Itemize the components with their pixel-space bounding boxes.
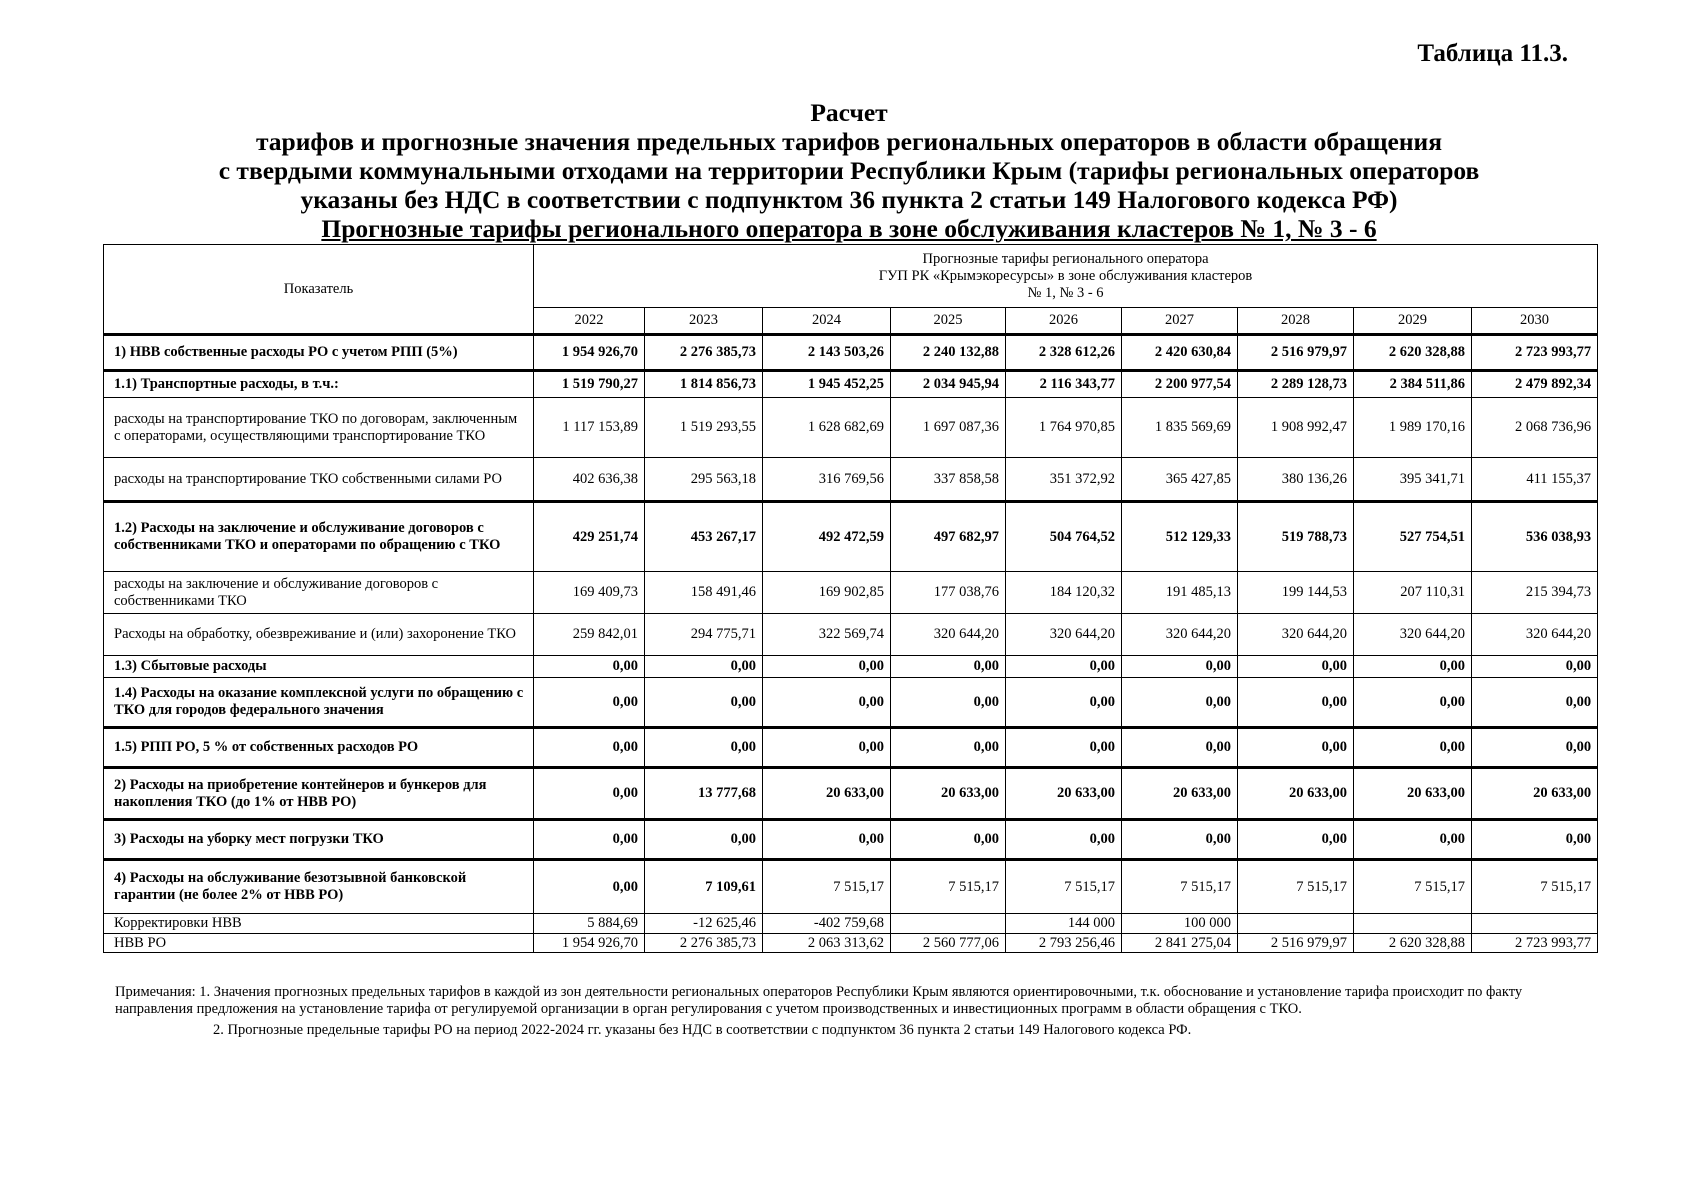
year-header: 2029	[1354, 308, 1472, 335]
document-title	[100, 98, 1598, 243]
year-header: 2022	[534, 308, 645, 335]
value-cell: 144 000	[1006, 914, 1122, 934]
value-cell: 13 777,68	[645, 768, 763, 820]
value-cell: 0,00	[891, 728, 1006, 768]
value-cell: 20 633,00	[763, 768, 891, 820]
value-cell: 7 515,17	[1472, 860, 1598, 914]
title-line: Прогнозные тарифы регионального оператора в зоне обслуживания кластеров № 1, № 3 - 6	[321, 214, 1377, 243]
table-row	[104, 502, 1598, 572]
table-row	[104, 398, 1598, 458]
value-cell: 0,00	[763, 656, 891, 678]
value-cell: 320 644,20	[1472, 614, 1598, 656]
value-cell: 2 560 777,06	[891, 934, 1006, 953]
value-cell: 0,00	[645, 656, 763, 678]
value-cell: 0,00	[1354, 820, 1472, 860]
value-cell: 0,00	[534, 728, 645, 768]
value-cell: -12 625,46	[645, 914, 763, 934]
value-cell: 1 989 170,16	[1354, 398, 1472, 458]
value-cell: 320 644,20	[1354, 614, 1472, 656]
row-label: 3) Расходы на уборку мест погрузки ТКО	[104, 820, 534, 860]
value-cell: 177 038,76	[891, 572, 1006, 614]
value-cell: 0,00	[1472, 820, 1598, 860]
value-cell: 0,00	[1354, 656, 1472, 678]
value-cell: 2 516 979,97	[1238, 335, 1354, 371]
value-cell: 365 427,85	[1122, 458, 1238, 502]
value-cell: 0,00	[1238, 728, 1354, 768]
value-cell: 316 769,56	[763, 458, 891, 502]
table-row	[104, 728, 1598, 768]
header-group	[534, 245, 1598, 308]
value-cell: 1 945 452,25	[763, 371, 891, 398]
value-cell: 2 420 630,84	[1122, 335, 1238, 371]
value-cell: 1 814 856,73	[645, 371, 763, 398]
value-cell	[1238, 914, 1354, 934]
value-cell: 380 136,26	[1238, 458, 1354, 502]
value-cell: 1 628 682,69	[763, 398, 891, 458]
value-cell: 2 479 892,34	[1472, 371, 1598, 398]
value-cell: 1 764 970,85	[1006, 398, 1122, 458]
row-label: 2) Расходы на приобретение контейнеров и бункеров для накопления ТКО (до 1% от НВВ РО)	[104, 768, 534, 820]
value-cell: 2 841 275,04	[1122, 934, 1238, 953]
title-line: Расчет	[810, 98, 888, 127]
value-cell: 2 620 328,88	[1354, 335, 1472, 371]
table-row	[104, 371, 1598, 398]
value-cell: 2 723 993,77	[1472, 934, 1598, 953]
value-cell: 0,00	[1006, 728, 1122, 768]
value-cell: 2 516 979,97	[1238, 934, 1354, 953]
value-cell: 0,00	[891, 820, 1006, 860]
value-cell: 2 384 511,86	[1354, 371, 1472, 398]
value-cell: 0,00	[1354, 678, 1472, 728]
value-cell: 320 644,20	[1238, 614, 1354, 656]
row-label: расходы на транспортирование ТКО по договорам, заключенным с операторами, осуществляющими транспортирование ТКО	[104, 398, 534, 458]
value-cell: 2 116 343,77	[1006, 371, 1122, 398]
value-cell: 184 120,32	[1006, 572, 1122, 614]
value-cell: 527 754,51	[1354, 502, 1472, 572]
year-header: 2024	[763, 308, 891, 335]
row-label: НВВ РО	[104, 934, 534, 953]
value-cell: 0,00	[645, 728, 763, 768]
value-cell: 7 515,17	[1354, 860, 1472, 914]
value-cell: 0,00	[534, 820, 645, 860]
header-group-line: № 1, № 3 - 6	[1027, 284, 1104, 301]
table-row	[104, 458, 1598, 502]
row-label: Расходы на обработку, обезвреживание и (или) захоронение ТКО	[104, 614, 534, 656]
value-cell: 504 764,52	[1006, 502, 1122, 572]
value-cell: 199 144,53	[1238, 572, 1354, 614]
note-2: 2. Прогнозные предельные тарифы РО на период 2022-2024 гг. указаны без НДС в соответствии с подпунктом 36 пункта 2 статьи 149 Налогового кодекса РФ.	[213, 1022, 1192, 1038]
value-cell: 2 034 945,94	[891, 371, 1006, 398]
value-cell: 0,00	[645, 820, 763, 860]
header-group-line: ГУП РК «Крымэкоресурсы» в зоне обслуживания кластеров	[878, 267, 1253, 284]
value-cell: 1 954 926,70	[534, 934, 645, 953]
value-cell: 320 644,20	[1006, 614, 1122, 656]
value-cell: 2 143 503,26	[763, 335, 891, 371]
value-cell: 1 519 790,27	[534, 371, 645, 398]
value-cell: 1 954 926,70	[534, 335, 645, 371]
table-row	[104, 614, 1598, 656]
table-row	[104, 934, 1598, 953]
year-header: 2025	[891, 308, 1006, 335]
value-cell: 191 485,13	[1122, 572, 1238, 614]
value-cell: 0,00	[763, 678, 891, 728]
value-cell: 429 251,74	[534, 502, 645, 572]
row-label: 1.5) РПП РО, 5 % от собственных расходов РО	[104, 728, 534, 768]
value-cell: 294 775,71	[645, 614, 763, 656]
value-cell: 100 000	[1122, 914, 1238, 934]
value-cell: 320 644,20	[1122, 614, 1238, 656]
value-cell: 7 109,61	[645, 860, 763, 914]
value-cell: 1 908 992,47	[1238, 398, 1354, 458]
row-label: 4) Расходы на обслуживание безотзывной банковской гарантии (не более 2% от НВВ РО)	[104, 860, 534, 914]
value-cell: 453 267,17	[645, 502, 763, 572]
value-cell: 20 633,00	[1472, 768, 1598, 820]
value-cell: 1 835 569,69	[1122, 398, 1238, 458]
value-cell: 0,00	[1472, 678, 1598, 728]
value-cell: 2 328 612,26	[1006, 335, 1122, 371]
value-cell	[1354, 914, 1472, 934]
value-cell: 0,00	[1122, 678, 1238, 728]
table-row	[104, 678, 1598, 728]
row-label: 1.3) Сбытовые расходы	[104, 656, 534, 678]
table-row	[104, 656, 1598, 678]
year-header: 2026	[1006, 308, 1122, 335]
value-cell: 20 633,00	[891, 768, 1006, 820]
value-cell: 0,00	[1238, 820, 1354, 860]
value-cell: 5 884,69	[534, 914, 645, 934]
value-cell: 7 515,17	[763, 860, 891, 914]
value-cell: 20 633,00	[1354, 768, 1472, 820]
table-row	[104, 914, 1598, 934]
title-line: с твердыми коммунальными отходами на территории Республики Крым (тарифы региональных операторов	[218, 156, 1480, 185]
value-cell: 207 110,31	[1354, 572, 1472, 614]
value-cell: 320 644,20	[891, 614, 1006, 656]
header-row	[104, 245, 1598, 308]
year-header: 2030	[1472, 308, 1598, 335]
table-row	[104, 860, 1598, 914]
value-cell: 0,00	[534, 768, 645, 820]
value-cell: 20 633,00	[1122, 768, 1238, 820]
value-cell	[891, 914, 1006, 934]
value-cell: 0,00	[1006, 820, 1122, 860]
year-header: 2023	[645, 308, 763, 335]
value-cell: 411 155,37	[1472, 458, 1598, 502]
value-cell: 492 472,59	[763, 502, 891, 572]
value-cell: 215 394,73	[1472, 572, 1598, 614]
value-cell: 0,00	[534, 678, 645, 728]
value-cell	[1472, 914, 1598, 934]
value-cell: 2 276 385,73	[645, 335, 763, 371]
value-cell: 0,00	[763, 728, 891, 768]
table-row	[104, 335, 1598, 371]
value-cell: 395 341,71	[1354, 458, 1472, 502]
value-cell: 1 519 293,55	[645, 398, 763, 458]
value-cell: 0,00	[891, 678, 1006, 728]
table-number: Таблица 11.3.	[1417, 40, 1568, 67]
value-cell: 2 793 256,46	[1006, 934, 1122, 953]
table-row	[104, 820, 1598, 860]
value-cell: 1 117 153,89	[534, 398, 645, 458]
value-cell: 0,00	[1006, 656, 1122, 678]
value-cell: 0,00	[534, 860, 645, 914]
value-cell: 20 633,00	[1238, 768, 1354, 820]
value-cell: 169 409,73	[534, 572, 645, 614]
value-cell: 2 620 328,88	[1354, 934, 1472, 953]
value-cell: 0,00	[534, 656, 645, 678]
value-cell: 2 276 385,73	[645, 934, 763, 953]
year-header: 2027	[1122, 308, 1238, 335]
header-group-line: Прогнозные тарифы регионального оператора	[922, 250, 1209, 267]
table-row	[104, 768, 1598, 820]
value-cell: 0,00	[763, 820, 891, 860]
table-row	[104, 572, 1598, 614]
value-cell: 0,00	[1122, 656, 1238, 678]
value-cell: 7 515,17	[891, 860, 1006, 914]
value-cell: 2 200 977,54	[1122, 371, 1238, 398]
value-cell: 0,00	[1122, 820, 1238, 860]
value-cell: 0,00	[891, 656, 1006, 678]
value-cell: 2 068 736,96	[1472, 398, 1598, 458]
value-cell: 7 515,17	[1238, 860, 1354, 914]
value-cell: 158 491,46	[645, 572, 763, 614]
value-cell: 0,00	[1238, 656, 1354, 678]
row-label: 1.4) Расходы на оказание комплексной услуги по обращению с ТКО для городов федерального значения	[104, 678, 534, 728]
value-cell: 519 788,73	[1238, 502, 1354, 572]
value-cell: 402 636,38	[534, 458, 645, 502]
value-cell: 0,00	[645, 678, 763, 728]
value-cell: -402 759,68	[763, 914, 891, 934]
row-label: 1.1) Транспортные расходы, в т.ч.:	[104, 371, 534, 398]
value-cell: 536 038,93	[1472, 502, 1598, 572]
value-cell: 497 682,97	[891, 502, 1006, 572]
value-cell: 0,00	[1472, 728, 1598, 768]
value-cell: 2 063 313,62	[763, 934, 891, 953]
value-cell: 0,00	[1238, 678, 1354, 728]
value-cell: 322 569,74	[763, 614, 891, 656]
value-cell: 0,00	[1354, 728, 1472, 768]
value-cell: 0,00	[1006, 678, 1122, 728]
title-line: тарифов и прогнозные значения предельных тарифов региональных операторов в области обращения	[255, 127, 1443, 156]
title-line: указаны без НДС в соответствии с подпунктом 36 пункта 2 статьи 149 Налогового кодекса РФ)	[300, 185, 1398, 214]
row-label: расходы на заключение и обслуживание договоров с собственниками ТКО	[104, 572, 534, 614]
value-cell: 20 633,00	[1006, 768, 1122, 820]
value-cell: 0,00	[1472, 656, 1598, 678]
note-1: Примечания: 1. Значения прогнозных предельных тарифов в каждой из зон деятельности региональных операторов Республики Крым являются ориентировочными, т.к. обоснование и установление тарифа происходит по факту направления предложения на установление тарифа от регулируемой организации в орган регулирования с учетом производственных и инвестиционных программ в области обращения с ТКО.	[115, 984, 1523, 1017]
value-cell: 2 289 128,73	[1238, 371, 1354, 398]
row-label: Корректировки НВВ	[104, 914, 534, 934]
tariff-table	[103, 244, 1598, 953]
value-cell: 0,00	[1122, 728, 1238, 768]
value-cell: 351 372,92	[1006, 458, 1122, 502]
row-label: 1.2) Расходы на заключение и обслуживание договоров с собственниками ТКО и операторами по обращению с ТКО	[104, 502, 534, 572]
header-indicator: Показатель	[104, 245, 534, 335]
value-cell: 2 240 132,88	[891, 335, 1006, 371]
value-cell: 512 129,33	[1122, 502, 1238, 572]
value-cell: 7 515,17	[1006, 860, 1122, 914]
value-cell: 169 902,85	[763, 572, 891, 614]
value-cell: 295 563,18	[645, 458, 763, 502]
value-cell: 1 697 087,36	[891, 398, 1006, 458]
year-header: 2028	[1238, 308, 1354, 335]
row-label: 1) НВВ собственные расходы РО с учетом РПП (5%)	[104, 335, 534, 371]
notes	[115, 984, 1585, 1039]
value-cell: 337 858,58	[891, 458, 1006, 502]
row-label: расходы на транспортирование ТКО собственными силами РО	[104, 458, 534, 502]
value-cell: 259 842,01	[534, 614, 645, 656]
value-cell: 7 515,17	[1122, 860, 1238, 914]
value-cell: 2 723 993,77	[1472, 335, 1598, 371]
